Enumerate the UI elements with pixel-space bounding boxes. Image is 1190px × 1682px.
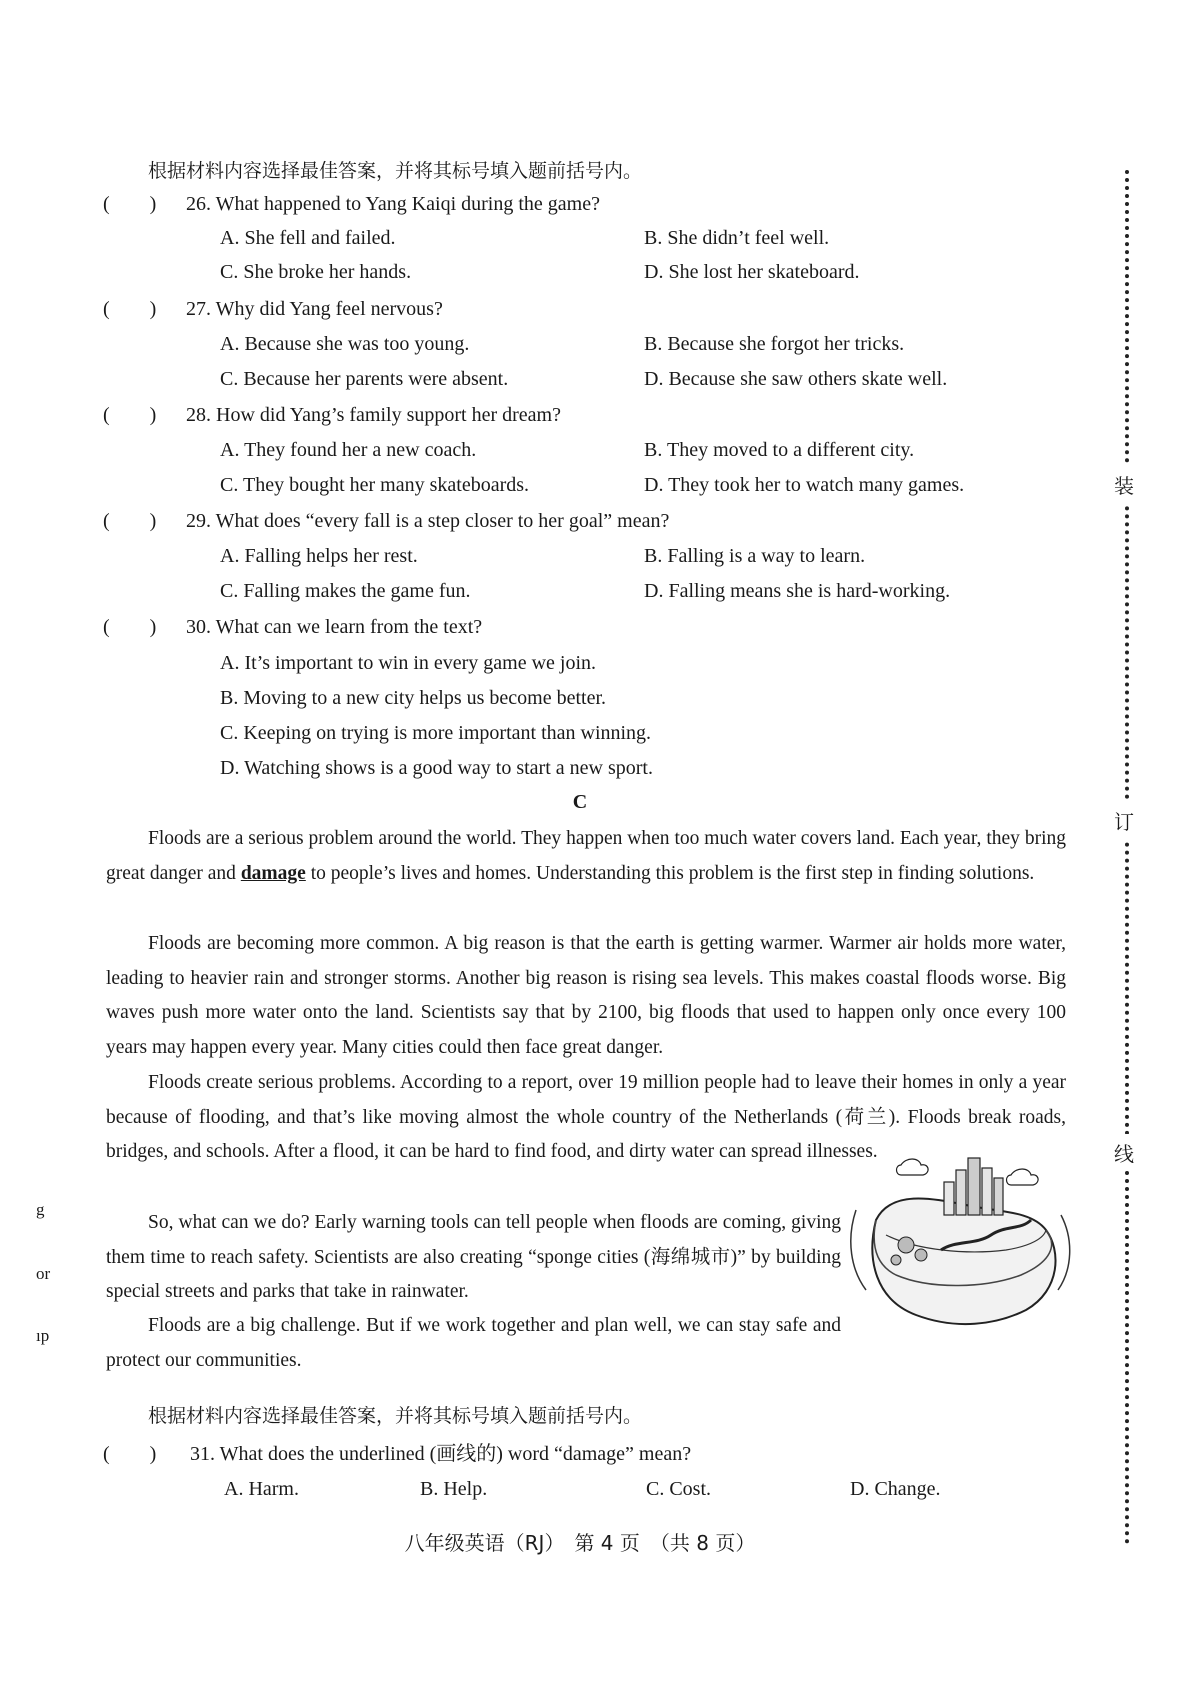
q28-option-d: D. They took her to watch many games. [644,474,965,496]
q29-option-c: C. Falling makes the game fun. [220,580,471,602]
q30-option-a: A. It’s important to win in every game we join. [220,652,597,674]
edge-fragment: ıp [36,1326,50,1345]
answer-blank-29[interactable]: ( ) [103,510,157,532]
passage-paragraph-5 [106,1309,841,1378]
answer-blank-27[interactable]: ( ) [103,298,157,320]
q30-option-d: D. Watching shows is a good way to start a new sport. [220,757,653,779]
passage-paragraph-4 [106,1206,841,1310]
q30-option-b: B. Moving to a new city helps us become better. [220,687,607,709]
q26-option-b: B. She didn’t feel well. [644,227,830,249]
q31-option-d: D. Change. [850,1478,941,1500]
edge-fragment: or [36,1264,51,1283]
instruction-b: 根据材料内容选择最佳答案，并将其标号填入题前括号内。 [148,160,643,182]
section-c-title: C [572,791,588,813]
p2-text: Floods are becoming more common. A big reason is that the earth is getting warmer. Warmer air holds more water, leading to heavier rain and stronger storms. Another big reason is rising sea levels. This makes coastal floods worse. Big waves push more water onto the land. Scientists say that by 2100, big floods that used to happen only once every 100 years may happen every year. Many cities could then face great danger. [106,933,1066,1058]
passage-paragraph-2 [106,927,1066,1065]
edge-fragment: g [36,1200,45,1219]
question-29-stem: 29. What does “every fall is a step closer to her goal” mean? [186,510,670,532]
p4-text: So, what can we do? Early warning tools can tell people when floods are coming, giving them time to reach safety. Scientists are also creating “sponge cities (海绵城市)” by building special streets and parks that take in rainwater. [106,1212,841,1303]
q30-option-c: C. Keeping on trying is more important than winning. [220,722,652,744]
q28-option-c: C. They bought her many skateboards. [220,474,530,496]
answer-blank-26[interactable]: ( ) [103,193,157,215]
q26-option-a: A. She fell and failed. [220,227,396,249]
q26-option-d: D. She lost her skateboard. [644,261,860,283]
question-26-stem: 26. What happened to Yang Kaiqi during the game? [186,193,600,215]
q27-option-a: A. Because she was too young. [220,333,470,355]
question-30-stem: 30. What can we learn from the text? [186,616,483,638]
question-27-stem: 27. Why did Yang feel nervous? [186,298,443,320]
binding-char-zhuang: 装 [1112,466,1136,503]
q28-option-a: A. They found her a new coach. [220,439,477,461]
binding-char-xian: 线 [1112,1134,1136,1171]
answer-blank-30[interactable]: ( ) [103,616,157,638]
binding-dotted-line [1125,170,1129,1545]
page-footer: 八年级英语（RJ） 第 4 页 （共 8 页） [404,1531,756,1555]
q29-option-d: D. Falling means she is hard-working. [644,580,951,602]
sponge-city-illustration [846,1150,1076,1340]
p1-text-after: to people’s lives and homes. Understanding this problem is the first step in finding solutions. [305,862,1035,884]
q28-option-b: B. They moved to a different city. [644,439,915,461]
q31-option-b: B. Help. [420,1478,488,1500]
question-28-stem: 28. How did Yang’s family support her dream? [186,404,561,426]
q29-option-b: B. Falling is a way to learn. [644,545,866,567]
binding-char-ding: 订 [1112,802,1136,839]
q31-option-c: C. Cost. [646,1478,712,1500]
p3-text: Floods create serious problems. According to a report, over 19 million people had to leave their homes in only a year because of flooding, and that’s like moving almost the whole country of the Netherlands (荷兰). Floods break roads, bridges, and schools. After a flood, it can be hard to find food, and dirty water can spread illnesses. [106,1072,1066,1163]
instruction-c: 根据材料内容选择最佳答案，并将其标号填入题前括号内。 [148,1405,643,1427]
passage-paragraph-1 [106,822,1066,891]
q27-option-b: B. Because she forgot her tricks. [644,333,905,355]
answer-blank-31[interactable]: ( ) [103,1443,157,1465]
p1-text-before: Floods are a serious problem around the world. They happen when too much water covers land. Each year, they bring great danger and [106,828,1066,884]
underlined-word-damage: damage [240,862,306,884]
q29-option-a: A. Falling helps her rest. [220,545,418,567]
q26-option-c: C. She broke her hands. [220,261,412,283]
question-31-stem: 31. What does the underlined (画线的) word “damage” mean? [190,1443,692,1465]
q31-option-a: A. Harm. [224,1478,299,1500]
answer-blank-28[interactable]: ( ) [103,404,157,426]
q27-option-c: C. Because her parents were absent. [220,368,509,390]
p5-text: Floods are a big challenge. But if we work together and plan well, we can stay safe and protect our communities. [106,1315,841,1371]
q27-option-d: D. Because she saw others skate well. [644,368,948,390]
